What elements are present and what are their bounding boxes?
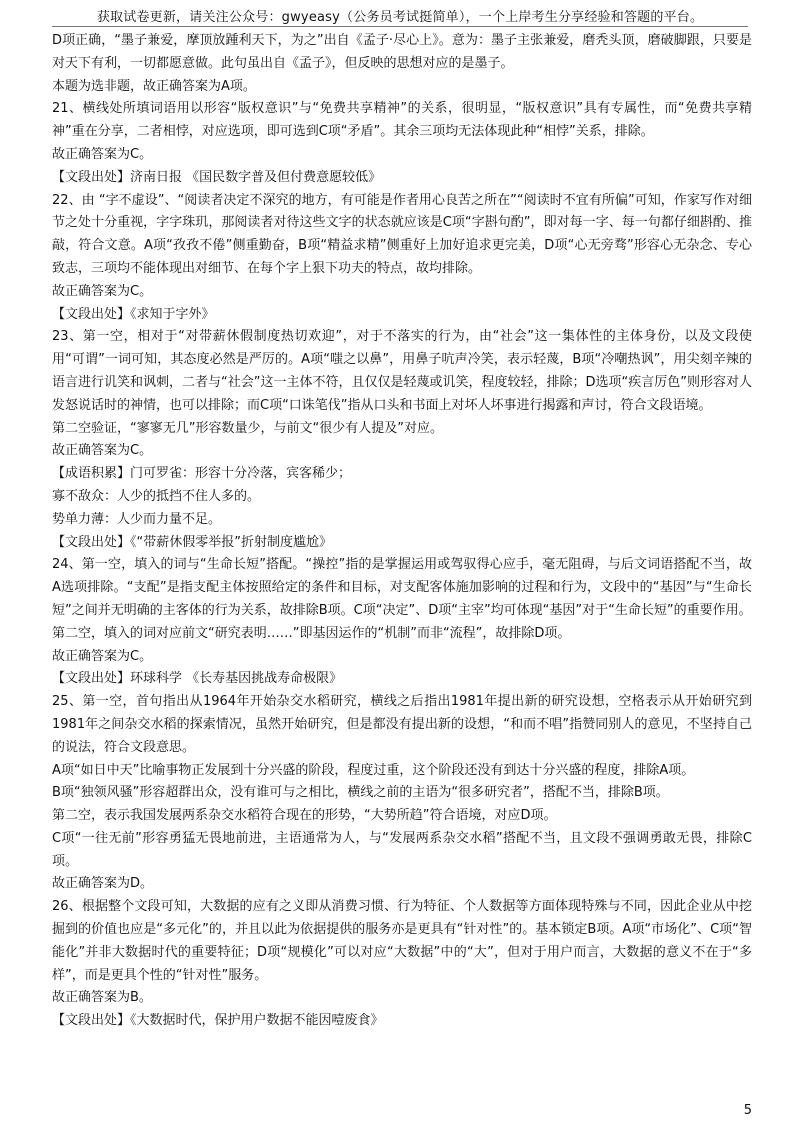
paragraph: 25、第一空，首句指出从1964年开始杂交水稻研究，横线之后指出1981年提出新的研究设想，空格表示从开始研究到1981年之间杂交水稻的探索情况，虽然开始研究，但是都没有提出新的设想，“和而不唱”指赞同别人的意见，不坚持自己的说法，符合文段意思。 <box>52 694 752 755</box>
paragraph: 22、由 “字不虚设”、“阅读者决定不深究的地方，有可能是作者用心良苦之所在”“阅读时不宜有所偏”可知，作家写作对细节之处十分重视，字字珠玑，那阅读者对待这些文字的状态就应该是C项“字斟句酌”，即对每一字、每一句都仔细斟酌、推敲，符合文意。A项“孜孜不倦”侧重勤奋，B项“精益求精”侧重好上加好追求更完美，D项“心无旁骛”形容心无杂念、专心致志，三项均不能体现出对细节、在每个字上狠下功夫的特点，故均排除。 <box>52 192 752 276</box>
paragraph: D项正确，“墨子兼爱，摩顶放踵利天下，为之”出自《孟子·尽心上》。意为：墨子主张兼爱，磨秃头顶，磨破脚跟，只要是对天下有利，一切都愿意做。此句虽出自《孟子》，但反映的思想对应的是墨子。 <box>52 33 752 71</box>
document-body <box>52 30 752 1033</box>
paragraph: 第二空，填入的词对应前文“研究表明……”即基因运作的“机制”而非“流程”，故排除D项。 <box>52 625 571 641</box>
source-note: 【文段出处】环球科学 《长寿基因挑战寿命极限》 <box>52 671 343 687</box>
paragraph: B项“独领风骚”形容超群出众，没有谁可与之相比，横线之前的主语为“很多研究者”，搭配不当，排除B项。 <box>52 785 669 801</box>
paragraph: 24、第一空，填入的词与“生命长短”搭配。“操控”指的是掌握运用或驾驭得心应手，毫无阻碍，与后文词语搭配不当，故A选项排除。“支配”是指支配主体按照给定的条件和目标，对支配客体施加影响的过程和行为，文段中的“基因”与“生命长短”之间并无明确的主客体的行为关系，故排除B项。C项“决定”、D项“主宰”均可体现“基因”对于“生命长短”的重要作用。 <box>52 557 752 618</box>
paragraph: 故正确答案为C。 <box>52 283 153 299</box>
paragraph: 21、横线处所填词语用以形容“版权意识”与“免费共享精神”的关系，很明显，“版权意识”具有专属性，而“免费共享精神”重在分享，二者相悖，对应选项，即可选到C项“矛盾”。其余三项均无法体现此种“相悖”关系，排除。 <box>52 101 752 140</box>
paragraph: 故正确答案为C。 <box>52 443 153 459</box>
paragraph: 第二空，表示我国发展两系杂交水稻符合现在的形势，“大势所趋”符合语境，对应D项。 <box>52 808 557 824</box>
page-number: 5 <box>743 1103 752 1118</box>
paragraph: C项“一往无前”形容勇猛无畏地前进，主语通常为人，与“发展两系杂交水稻”搭配不当，且文段不强调勇敢无畏，排除C项。 <box>52 830 752 869</box>
paragraph: 23、第一空，相对于“对带薪休假制度热切欢迎”，对于不落实的行为，由“社会”这一集体性的主体身份，以及文段使用“可谓”一词可知，其态度必然是严厉的。A项“嗤之以鼻”，用鼻子吭声冷笑，表示轻蔑，B项“冷嘲热讽”，用尖刻辛辣的语言进行讥笑和讽刺，二者与“社会”这一主体不符，且仅仅是轻蔑或讥笑，程度较轻，排除；D选项“疾言厉色”则形容对人发怒说话时的神情，也可以排除；而C项“口诛笔伐”指从口头和书面上对坏人坏事进行揭露和声讨，符合文段语境。 <box>52 329 752 413</box>
source-note: 【文段出处】《“带薪休假零举报”折射制度尴尬》 <box>52 534 332 550</box>
paragraph: 寡不敌众：人少的抵挡不住人多的。 <box>52 488 261 504</box>
header-rule <box>52 26 748 27</box>
paragraph: 26、根据整个文段可知，大数据的应有之义即从消费习惯、行为特征、个人数据等方面体现特殊与不同，因此企业从中挖掘到的价值也应是“多元化”的，并且以此为依据提供的服务亦是更具有“针对性”的。基本锁定B项。A项“市场化”、C项“智能化”并非大数据时代的重要特征；D项“规模化”可以对应“大数据”中的“大”，但对于用户而言，大数据的意义不在于“多样”，而是更具个性的“针对性”服务。 <box>52 899 752 983</box>
paragraph: 势单力薄：人少而力量不足。 <box>52 511 222 527</box>
source-note: 【文段出处】《大数据时代，保护用户数据不能因噎废食》 <box>52 1013 384 1029</box>
source-note: 【文段出处】《求知于字外》 <box>52 306 215 322</box>
paragraph: 本题为选非题，故正确答案为A项。 <box>52 78 256 94</box>
paragraph: A项“如日中天”比喻事物正发展到十分兴盛的阶段，程度过重，这个阶段还没有到达十分兴盛的程度，排除A项。 <box>52 762 695 778</box>
source-note: 【文段出处】济南日报 《国民数字普及但付费意愿较低》 <box>52 169 382 185</box>
paragraph: 故正确答案为C。 <box>52 648 153 664</box>
idiom-note: 【成语积累】门可罗雀：形容十分冷落，宾客稀少； <box>52 466 352 482</box>
paragraph: 第二空验证，“寥寥无几”形容数量少，与前文“很少有人提及”对应。 <box>52 420 443 436</box>
page-header: 获取试卷更新，请关注公众号：gwyeasy（公务员考试挺简单），一个上岸考生分享经验和答题的平台。 <box>96 10 704 25</box>
paragraph: 故正确答案为B。 <box>52 990 152 1006</box>
paragraph: 故正确答案为C。 <box>52 146 153 162</box>
paragraph: 故正确答案为D。 <box>52 876 154 892</box>
